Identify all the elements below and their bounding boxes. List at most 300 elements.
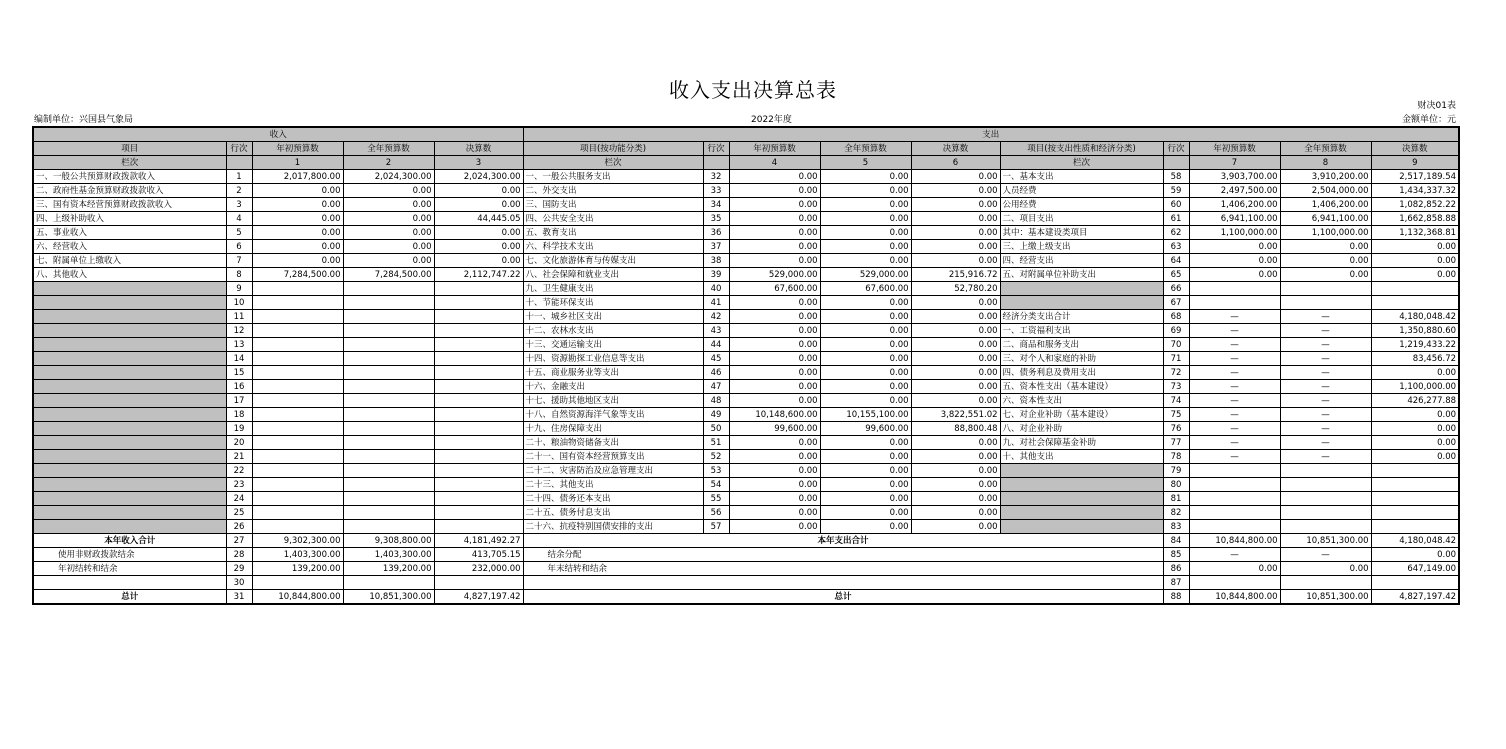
income-item: [33, 324, 226, 338]
economic-expense-item: 五、对附属单位补助支出: [1000, 268, 1163, 282]
function-final-amount: 0.00: [911, 254, 1000, 268]
row-number: 74: [1163, 394, 1189, 408]
row-number: 38: [703, 254, 729, 268]
expense-initial-budget: [1189, 576, 1280, 590]
row-number: 24: [226, 492, 252, 506]
economic-expense-item: 三、上缴上级支出: [1000, 240, 1163, 254]
economic-initial-budget: —: [1189, 436, 1280, 450]
function-full-year-budget: 0.00: [820, 296, 911, 310]
function-final-amount: 0.00: [911, 324, 1000, 338]
col-header: 年初预算数: [729, 142, 820, 156]
function-initial-budget: 0.00: [729, 226, 820, 240]
row-number: 50: [703, 422, 729, 436]
income-item: 七、附属单位上缴收入: [33, 254, 226, 268]
row-number: 54: [703, 478, 729, 492]
function-full-year-budget: 0.00: [820, 380, 911, 394]
function-initial-budget: 0.00: [729, 240, 820, 254]
table-row: [33, 520, 1459, 534]
income-final-amount: [434, 464, 523, 478]
economic-full-year-budget: [1280, 296, 1371, 310]
form-code: 财决01表: [1417, 101, 1456, 111]
function-final-amount: 0.00: [911, 240, 1000, 254]
economic-initial-budget: [1189, 282, 1280, 296]
income-final-amount: [434, 506, 523, 520]
economic-expense-item: [1000, 464, 1163, 478]
function-expense-item: 七、文化旅游体育与传媒支出: [523, 254, 703, 268]
function-full-year-budget: 0.00: [820, 338, 911, 352]
expense-item: 结余分配: [523, 548, 1163, 562]
income-item: 本年收入合计: [33, 534, 226, 548]
row-number: 57: [703, 520, 729, 534]
economic-initial-budget: 2,497,500.00: [1189, 184, 1280, 198]
function-full-year-budget: 67,600.00: [820, 282, 911, 296]
function-expense-item: 十六、金融支出: [523, 380, 703, 394]
economic-final-amount: 0.00: [1371, 254, 1459, 268]
row-number: 6: [226, 240, 252, 254]
income-full-year-budget: [343, 450, 434, 464]
economic-initial-budget: 1,406,200.00: [1189, 198, 1280, 212]
income-item: [33, 422, 226, 436]
economic-final-amount: 426,277.88: [1371, 394, 1459, 408]
economic-initial-budget: 0.00: [1189, 240, 1280, 254]
function-expense-item: 八、社会保障和就业支出: [523, 268, 703, 282]
economic-initial-budget: 1,100,000.00: [1189, 226, 1280, 240]
income-full-year-budget: [343, 296, 434, 310]
income-full-year-budget: [343, 282, 434, 296]
function-initial-budget: 0.00: [729, 296, 820, 310]
function-full-year-budget: 0.00: [820, 506, 911, 520]
unit-label: 编制单位：兴国县气象局: [34, 115, 134, 125]
income-item: [33, 408, 226, 422]
economic-full-year-budget: —: [1280, 338, 1371, 352]
table-row: [33, 296, 1459, 310]
table-row: [33, 422, 1459, 436]
currency-label: 金额单位：元: [1401, 115, 1456, 125]
row-number: 16: [226, 380, 252, 394]
economic-full-year-budget: —: [1280, 380, 1371, 394]
row-number: 1: [226, 170, 252, 184]
expense-final-amount: 0.00: [1371, 548, 1459, 562]
income-final-amount: [434, 324, 523, 338]
col-header: 行次: [226, 142, 252, 156]
function-initial-budget: 10,148,600.00: [729, 408, 820, 422]
function-expense-item: 二、外交支出: [523, 184, 703, 198]
row-number: 8: [226, 268, 252, 282]
income-full-year-budget: 0.00: [343, 184, 434, 198]
income-expense-table: [32, 126, 1460, 605]
function-expense-item: 三、国防支出: [523, 198, 703, 212]
header-row-column-index: 栏次 1 2 3 栏次 4 5 6 栏次 7 8 9: [33, 156, 1459, 170]
economic-full-year-budget: 1,100,000.00: [1280, 226, 1371, 240]
row-number: 47: [703, 380, 729, 394]
income-full-year-budget: [343, 408, 434, 422]
economic-initial-budget: —: [1189, 394, 1280, 408]
table-row: [33, 478, 1459, 492]
function-final-amount: 0.00: [911, 450, 1000, 464]
row-number: 66: [1163, 282, 1189, 296]
function-final-amount: 0.00: [911, 436, 1000, 450]
income-final-amount: [434, 394, 523, 408]
income-final-amount: [434, 436, 523, 450]
economic-full-year-budget: —: [1280, 436, 1371, 450]
col-header: 年初预算数: [252, 142, 343, 156]
expense-initial-budget: —: [1189, 548, 1280, 562]
income-full-year-budget: 0.00: [343, 254, 434, 268]
income-final-amount: 4,181,492.27: [434, 534, 523, 548]
function-expense-item: 六、科学技术支出: [523, 240, 703, 254]
row-number: 77: [1163, 436, 1189, 450]
function-full-year-budget: 0.00: [820, 436, 911, 450]
row-number: 31: [226, 590, 252, 605]
function-expense-item: 十二、农林水支出: [523, 324, 703, 338]
economic-expense-item: [1000, 296, 1163, 310]
income-final-amount: [434, 282, 523, 296]
economic-expense-item: 四、经营支出: [1000, 254, 1163, 268]
income-full-year-budget: 2,024,300.00: [343, 170, 434, 184]
economic-final-amount: 0.00: [1371, 240, 1459, 254]
income-initial-budget: [252, 576, 343, 590]
row-number: 85: [1163, 548, 1189, 562]
income-final-amount: 2,024,300.00: [434, 170, 523, 184]
column-label: 栏次: [1000, 156, 1163, 170]
row-number: 18: [226, 408, 252, 422]
row-number: 51: [703, 436, 729, 450]
economic-expense-item: 一、工资福利支出: [1000, 324, 1163, 338]
function-expense-item: 十七、援助其他地区支出: [523, 394, 703, 408]
table-row: [33, 282, 1459, 296]
income-final-amount: 0.00: [434, 240, 523, 254]
income-full-year-budget: 139,200.00: [343, 562, 434, 576]
row-number: 43: [703, 324, 729, 338]
function-initial-budget: 0.00: [729, 352, 820, 366]
income-final-amount: [434, 310, 523, 324]
row-number: 21: [226, 450, 252, 464]
income-initial-budget: [252, 464, 343, 478]
economic-final-amount: [1371, 492, 1459, 506]
function-final-amount: 0.00: [911, 198, 1000, 212]
economic-expense-item: [1000, 282, 1163, 296]
economic-expense-item: 十、其他支出: [1000, 450, 1163, 464]
row-number: 87: [1163, 576, 1189, 590]
income-final-amount: 413,705.15: [434, 548, 523, 562]
function-full-year-budget: 0.00: [820, 450, 911, 464]
expense-final-amount: 647,149.00: [1371, 562, 1459, 576]
income-full-year-budget: [343, 520, 434, 534]
income-final-amount: [434, 422, 523, 436]
function-initial-budget: 0.00: [729, 380, 820, 394]
header-row-section: [33, 127, 1459, 142]
function-final-amount: 0.00: [911, 464, 1000, 478]
row-number: 27: [226, 534, 252, 548]
income-item: 八、其他收入: [33, 268, 226, 282]
economic-initial-budget: —: [1189, 450, 1280, 464]
economic-final-amount: 1,662,858.88: [1371, 212, 1459, 226]
table-row: [33, 338, 1459, 352]
table-row: [33, 408, 1459, 422]
income-initial-budget: [252, 492, 343, 506]
row-number: 30: [226, 576, 252, 590]
row-number: 26: [226, 520, 252, 534]
economic-initial-budget: 3,903,700.00: [1189, 170, 1280, 184]
row-number: 71: [1163, 352, 1189, 366]
function-full-year-budget: 0.00: [820, 394, 911, 408]
income-item: [33, 450, 226, 464]
income-initial-budget: [252, 408, 343, 422]
economic-expense-item: 三、对个人和家庭的补助: [1000, 352, 1163, 366]
table-row: [33, 170, 1459, 184]
function-expense-item: 十八、自然资源海洋气象等支出: [523, 408, 703, 422]
row-number: 4: [226, 212, 252, 226]
table-row: [33, 380, 1459, 394]
income-final-amount: 44,445.05: [434, 212, 523, 226]
row-number: 84: [1163, 534, 1189, 548]
income-item: [33, 492, 226, 506]
table-row: [33, 450, 1459, 464]
economic-final-amount: 1,350,880.60: [1371, 324, 1459, 338]
function-initial-budget: 0.00: [729, 506, 820, 520]
row-number: 64: [1163, 254, 1189, 268]
function-final-amount: 3,822,551.02: [911, 408, 1000, 422]
economic-expense-item: 经济分类支出合计: [1000, 310, 1163, 324]
income-final-amount: [434, 576, 523, 590]
row-number: 11: [226, 310, 252, 324]
economic-expense-item: 四、债务利息及费用支出: [1000, 366, 1163, 380]
function-final-amount: 0.00: [911, 170, 1000, 184]
income-full-year-budget: [343, 366, 434, 380]
row-number: 65: [1163, 268, 1189, 282]
function-expense-item: 二十一、国有资本经营预算支出: [523, 450, 703, 464]
row-number: 2: [226, 184, 252, 198]
function-expense-item: 二十六、抗疫特别国债安排的支出: [523, 520, 703, 534]
function-final-amount: 52,780.20: [911, 282, 1000, 296]
table-row: [33, 198, 1459, 212]
table-row: [33, 324, 1459, 338]
economic-expense-item: [1000, 506, 1163, 520]
function-expense-item: 二十、粮油物资储备支出: [523, 436, 703, 450]
economic-expense-item: 一、基本支出: [1000, 170, 1163, 184]
function-initial-budget: 0.00: [729, 170, 820, 184]
economic-final-amount: 0.00: [1371, 408, 1459, 422]
row-number: 61: [1163, 212, 1189, 226]
economic-full-year-budget: —: [1280, 422, 1371, 436]
economic-final-amount: 4,180,048.42: [1371, 310, 1459, 324]
function-final-amount: 0.00: [911, 520, 1000, 534]
function-initial-budget: 0.00: [729, 338, 820, 352]
income-full-year-budget: [343, 394, 434, 408]
economic-final-amount: [1371, 464, 1459, 478]
economic-full-year-budget: 0.00: [1280, 240, 1371, 254]
income-initial-budget: [252, 366, 343, 380]
economic-initial-budget: —: [1189, 352, 1280, 366]
row-number: 62: [1163, 226, 1189, 240]
income-item: [33, 338, 226, 352]
function-expense-item: 二十三、其他支出: [523, 478, 703, 492]
economic-expense-item: 二、项目支出: [1000, 212, 1163, 226]
economic-initial-budget: —: [1189, 338, 1280, 352]
row-number: 39: [703, 268, 729, 282]
income-full-year-budget: 9,308,800.00: [343, 534, 434, 548]
economic-expense-item: 八、对企业补助: [1000, 422, 1163, 436]
function-final-amount: 0.00: [911, 394, 1000, 408]
function-final-amount: 0.00: [911, 212, 1000, 226]
income-initial-budget: [252, 436, 343, 450]
economic-full-year-budget: —: [1280, 408, 1371, 422]
row-number: 23: [226, 478, 252, 492]
col-header: 决算数: [434, 142, 523, 156]
economic-expense-item: 九、对社会保障基金补助: [1000, 436, 1163, 450]
function-expense-item: 一、一般公共服务支出: [523, 170, 703, 184]
income-full-year-budget: [343, 576, 434, 590]
income-final-amount: [434, 478, 523, 492]
col-header: 行次: [703, 142, 729, 156]
economic-expense-item: 人员经费: [1000, 184, 1163, 198]
economic-initial-budget: —: [1189, 366, 1280, 380]
income-initial-budget: 7,284,500.00: [252, 268, 343, 282]
function-expense-item: 二十五、债务付息支出: [523, 506, 703, 520]
economic-expense-item: 七、对企业补助（基本建设）: [1000, 408, 1163, 422]
income-initial-budget: 0.00: [252, 198, 343, 212]
col-header: 决算数: [1371, 142, 1459, 156]
income-full-year-budget: [343, 380, 434, 394]
income-initial-budget: 0.00: [252, 212, 343, 226]
col-header: 全年预算数: [1280, 142, 1371, 156]
function-initial-budget: 0.00: [729, 366, 820, 380]
row-number: 15: [226, 366, 252, 380]
income-final-amount: [434, 338, 523, 352]
expense-initial-budget: 10,844,800.00: [1189, 590, 1280, 605]
income-item: [33, 296, 226, 310]
income-initial-budget: 0.00: [252, 254, 343, 268]
summary-row: [33, 576, 1459, 590]
economic-full-year-budget: 3,910,200.00: [1280, 170, 1371, 184]
function-expense-item: 四、公共安全支出: [523, 212, 703, 226]
table-row: [33, 268, 1459, 282]
expense-header: 支出: [523, 127, 1459, 142]
income-item: [33, 520, 226, 534]
income-full-year-budget: 7,284,500.00: [343, 268, 434, 282]
function-expense-item: 十、节能环保支出: [523, 296, 703, 310]
function-initial-budget: 0.00: [729, 184, 820, 198]
income-initial-budget: [252, 478, 343, 492]
function-initial-budget: 0.00: [729, 324, 820, 338]
economic-full-year-budget: [1280, 492, 1371, 506]
row-number: 22: [226, 464, 252, 478]
economic-initial-budget: [1189, 296, 1280, 310]
function-final-amount: 0.00: [911, 296, 1000, 310]
row-number: 34: [703, 198, 729, 212]
income-full-year-budget: [343, 352, 434, 366]
row-number: 5: [226, 226, 252, 240]
table-row: [33, 352, 1459, 366]
income-initial-budget: 0.00: [252, 240, 343, 254]
function-final-amount: 88,800.48: [911, 422, 1000, 436]
economic-final-amount: 83,456.72: [1371, 352, 1459, 366]
economic-initial-budget: 6,941,100.00: [1189, 212, 1280, 226]
income-final-amount: 232,000.00: [434, 562, 523, 576]
function-expense-item: 二十二、灾害防治及应急管理支出: [523, 464, 703, 478]
income-item: 年初结转和结余: [33, 562, 226, 576]
table-row: [33, 212, 1459, 226]
summary-row: [33, 534, 1459, 548]
economic-initial-budget: [1189, 506, 1280, 520]
function-initial-budget: 0.00: [729, 198, 820, 212]
function-full-year-budget: 0.00: [820, 352, 911, 366]
income-full-year-budget: 0.00: [343, 240, 434, 254]
income-item: 三、国有资本经营预算财政拨款收入: [33, 198, 226, 212]
row-number: 73: [1163, 380, 1189, 394]
function-full-year-budget: 529,000.00: [820, 268, 911, 282]
income-full-year-budget: 10,851,300.00: [343, 590, 434, 605]
table-row: [33, 240, 1459, 254]
income-full-year-budget: 1,403,300.00: [343, 548, 434, 562]
row-number: 37: [703, 240, 729, 254]
economic-full-year-budget: [1280, 478, 1371, 492]
table-row: [33, 254, 1459, 268]
income-header: 收入: [33, 127, 523, 142]
economic-final-amount: [1371, 520, 1459, 534]
income-initial-budget: 2,017,800.00: [252, 170, 343, 184]
table-row: [33, 506, 1459, 520]
income-initial-budget: 10,844,800.00: [252, 590, 343, 605]
economic-expense-item: 六、资本性支出: [1000, 394, 1163, 408]
summary-row: [33, 590, 1459, 605]
income-item: [33, 394, 226, 408]
economic-full-year-budget: —: [1280, 324, 1371, 338]
row-number: 41: [703, 296, 729, 310]
function-final-amount: 0.00: [911, 380, 1000, 394]
expense-final-amount: 4,180,048.42: [1371, 534, 1459, 548]
economic-final-amount: [1371, 282, 1459, 296]
income-item: [33, 282, 226, 296]
function-final-amount: 215,916.72: [911, 268, 1000, 282]
row-number: 13: [226, 338, 252, 352]
economic-full-year-budget: [1280, 506, 1371, 520]
function-final-amount: 0.00: [911, 184, 1000, 198]
economic-final-amount: [1371, 506, 1459, 520]
col-header: 行次: [1163, 142, 1189, 156]
row-number: 60: [1163, 198, 1189, 212]
function-initial-budget: 0.00: [729, 520, 820, 534]
function-initial-budget: 0.00: [729, 436, 820, 450]
income-full-year-budget: 0.00: [343, 226, 434, 240]
function-final-amount: 0.00: [911, 310, 1000, 324]
row-number: 68: [1163, 310, 1189, 324]
function-initial-budget: 67,600.00: [729, 282, 820, 296]
expense-item: 年末结转和结余: [523, 562, 1163, 576]
income-initial-budget: 0.00: [252, 184, 343, 198]
income-final-amount: [434, 492, 523, 506]
function-full-year-budget: 0.00: [820, 520, 911, 534]
col-header: 项目: [33, 142, 226, 156]
income-item: 使用非财政拨款结余: [33, 548, 226, 562]
economic-full-year-budget: 1,406,200.00: [1280, 198, 1371, 212]
function-full-year-budget: 0.00: [820, 184, 911, 198]
income-full-year-budget: [343, 492, 434, 506]
function-expense-item: 十一、城乡社区支出: [523, 310, 703, 324]
income-item: [33, 576, 226, 590]
row-number: 45: [703, 352, 729, 366]
income-item: [33, 380, 226, 394]
row-number: 33: [703, 184, 729, 198]
expense-item: [523, 576, 1163, 590]
summary-row: [33, 562, 1459, 576]
economic-final-amount: 2,517,189.54: [1371, 170, 1459, 184]
function-expense-item: 五、教育支出: [523, 226, 703, 240]
income-item: 二、政府性基金预算财政拨款收入: [33, 184, 226, 198]
expense-final-amount: [1371, 576, 1459, 590]
economic-final-amount: 0.00: [1371, 450, 1459, 464]
economic-expense-item: 二、商品和服务支出: [1000, 338, 1163, 352]
